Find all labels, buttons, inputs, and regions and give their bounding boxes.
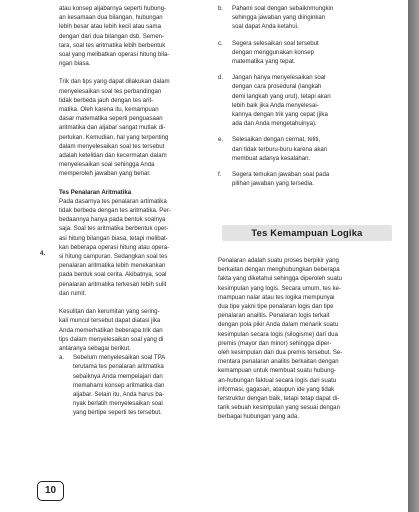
text-line: Pada dasarnya tes penalaran artimatika bbox=[59, 197, 167, 205]
text-line: memperoleh jawaban yang benar. bbox=[59, 170, 151, 178]
text-line: ngan biasa. bbox=[59, 60, 91, 68]
text-line: saja. Soal tes aritmatika berbentuk oper- bbox=[59, 225, 169, 233]
section-number: 4. bbox=[40, 250, 46, 257]
list-marker: b. bbox=[218, 5, 224, 12]
text-line: Segera temukan jawaban soal pada bbox=[232, 171, 330, 179]
list-item-b bbox=[218, 4, 390, 32]
text-line: Anda memerhatikan beberapa trik dan bbox=[59, 326, 163, 334]
page-edge-shadow bbox=[408, 0, 419, 512]
text-line: berkaitan dengan menghubungkan beberapa bbox=[218, 266, 340, 274]
text-line: dalam menyelesaikan soal tes tersebut bbox=[59, 142, 165, 150]
text-line: Jangan hanya menyelesaikan soal bbox=[232, 74, 326, 82]
text-line: an kesamaan dua bilangan, hubungan bbox=[59, 14, 163, 22]
text-line: aritmatika dan aljabar sangat mutlak di- bbox=[59, 124, 166, 132]
text-line: menyelesaikan soal sehingga Anda bbox=[59, 161, 155, 169]
section4-paragraph bbox=[59, 197, 202, 298]
text-line: antaranya sebagai berikut. bbox=[59, 344, 131, 352]
text-line: sehingga jawaban yang diinginkan bbox=[232, 14, 326, 22]
text-line: kesimpulan yang logis. Secara umum, tes ke- bbox=[218, 284, 341, 292]
text-line: membuat adanya kesalahan. bbox=[232, 154, 311, 162]
logic-paragraph bbox=[218, 256, 390, 422]
text-line: kemampuan untuk membuat suatu hubung- bbox=[218, 367, 336, 375]
tips-paragraph bbox=[59, 77, 202, 178]
text-line: mentara penalaran analitis berkaitan dengan bbox=[218, 358, 339, 366]
text-line: oleh kesimpulan dari dua premis tersebut. Se- bbox=[218, 349, 343, 357]
text-line: penalaran aritmatika terkesan lebih sulit bbox=[59, 280, 167, 288]
text-line: kali muncul tersebut dapat diatasi jika bbox=[59, 317, 161, 325]
text-line: dengan cara prosedural (langkah bbox=[232, 83, 322, 91]
text-line: ada dan Anda mengetahuinya). bbox=[232, 120, 317, 128]
text-line: aljabar. Selain itu, Anda harus ba- bbox=[73, 390, 165, 398]
right-column bbox=[218, 0, 390, 188]
text-line: Segera selesaikan soal tersebut bbox=[232, 39, 319, 47]
text-line: dengan pola pikir Anda dalam menarik suatu bbox=[218, 321, 339, 329]
list-item-e bbox=[218, 135, 390, 163]
text-line: yang bertipe seperti tes tersebut. bbox=[73, 409, 162, 417]
text-line: nyak berlatih menyelesaikan soal bbox=[73, 400, 163, 408]
text-line: dasar matematika seperti penguasaan bbox=[59, 115, 163, 123]
text-line: kesimpulan secara logis (silogisme) dari dua bbox=[218, 330, 338, 338]
text-line: dengan menggunakan konsep bbox=[232, 48, 314, 56]
list-marker: f. bbox=[218, 171, 222, 179]
text-line: Kesulitan dan kerumitan yang sering- bbox=[59, 308, 160, 316]
text-line: soal yang melibatkan operasi hitung bila- bbox=[59, 51, 170, 59]
section-title: Tes Kemampuan Logika bbox=[251, 227, 363, 238]
intro-paragraph bbox=[59, 4, 202, 68]
text-line: pilihan jawaban yang tersedia. bbox=[232, 180, 314, 188]
list-item-c bbox=[218, 39, 390, 67]
list-marker: e. bbox=[218, 136, 224, 144]
text-line: dan rumit. bbox=[59, 289, 87, 297]
text-line: asi hitung bilangan biasa, tetapi melibat- bbox=[59, 234, 168, 242]
section-title-box bbox=[222, 225, 392, 241]
text-line: kan beberapa operasi hitung atau opera- bbox=[59, 243, 170, 251]
text-line: tara, soal tes aritmatika lebih berbentuk bbox=[59, 41, 166, 49]
text-line: demi langkah yang urut), tetapi akan bbox=[232, 92, 331, 100]
text-line: Pahami soal dengan sebaiknmungkin bbox=[232, 5, 334, 12]
text-line: memahami konsep aritmatika dan bbox=[73, 381, 165, 389]
text-line: menyelesaikan soal tes perbandingan bbox=[59, 87, 162, 95]
list-item-d bbox=[218, 73, 390, 128]
text-line: lebih baik jika Anda menyelesai- bbox=[232, 101, 319, 109]
left-column bbox=[59, 0, 202, 418]
text-line: soal dapat Anda ketahui. bbox=[232, 23, 299, 31]
text-line: atau konsep aljabarnya seperti hubung- bbox=[59, 5, 167, 12]
text-line: dengan dari dua bilangan dsb. Semen- bbox=[59, 32, 165, 40]
text-line: tarik sebuah kesimpulan yang sesuai dengan bbox=[218, 404, 340, 412]
list-marker: a. bbox=[59, 354, 65, 362]
text-line: tidak berbeda dengan tes aritmatika. Per- bbox=[59, 207, 171, 215]
text-line: kannya dengan trik yang cepat (jika bbox=[232, 111, 328, 119]
text-line: tips dalam menyelesaikan soal yang di bbox=[59, 335, 164, 343]
text-line: si hitung campuran. Sedangkan soal tes bbox=[59, 253, 168, 261]
text-line: tidak berbeda jauh dengan tes arit- bbox=[59, 96, 154, 104]
text-line: pada bentuk soal cerita. Akibatnya, soal bbox=[59, 271, 167, 279]
text-line: mampuan nalar atau tes logika mempunyai bbox=[218, 293, 335, 301]
text-line: sebaiknya Anda mempelajari dan bbox=[73, 372, 163, 380]
text-line: perlukan. Kemudian, hal yang terpenting bbox=[59, 133, 169, 141]
text-line: informasi, gagasan, ataupun ide yang tidak bbox=[218, 385, 335, 393]
text-line: matematika yang tepat. bbox=[232, 58, 296, 66]
text-line: berbagai hubungan yang ada. bbox=[218, 413, 299, 421]
text-line: bedaannya hanya pada bentuk soalnya bbox=[59, 216, 166, 224]
text-line: Penalaran adalah suatu proses berpikir yang bbox=[218, 257, 339, 264]
list-marker: d. bbox=[218, 74, 224, 82]
text-line: dan tidak terburu-buru karena akan bbox=[232, 145, 328, 153]
text-line: an-hubungan faktual secara logis dari suatu bbox=[218, 376, 337, 384]
text-line: matika. Oleh karena itu, kemampuan bbox=[59, 106, 159, 114]
text-line: Selesaikan dengan cermat, teliti, bbox=[232, 136, 321, 144]
section-heading-arithmetic-reasoning: Tes Penalaran Aritmatika bbox=[59, 188, 132, 196]
text-line: terutama tes penalaran aritmatika bbox=[73, 363, 164, 371]
text-line: fakta yang diketahui sehingga diperoleh suatu bbox=[218, 275, 342, 283]
text-line: premis (mayor dan minor) sehingga diper- bbox=[218, 339, 332, 347]
text-line: Sebelum menyelesaikan soal TPA bbox=[73, 354, 166, 362]
text-line: Trik dan tips yang dapat dilakukan dalam bbox=[59, 78, 170, 86]
list-marker: c. bbox=[218, 39, 223, 47]
text-line: penalaran aritmatika lebih menekankan bbox=[59, 262, 166, 270]
list-item-a bbox=[59, 353, 202, 417]
page-number: 10 bbox=[37, 481, 64, 501]
text-line: adalah ketelitian dan kecermatan dalam bbox=[59, 152, 167, 160]
text-line: terstruktur dengan baik, tetapi tetap dapat di- bbox=[218, 395, 340, 403]
text-line: dua tipe yakni tipe penalaran logis dan tipe bbox=[218, 303, 334, 311]
list-item-f bbox=[218, 170, 390, 188]
text-line: penalaran analitis. Penalaran logis terkait bbox=[218, 312, 330, 320]
text-line: lebih besar atau lebih kecil atau sama bbox=[59, 23, 161, 31]
difficulty-paragraph bbox=[59, 307, 202, 353]
